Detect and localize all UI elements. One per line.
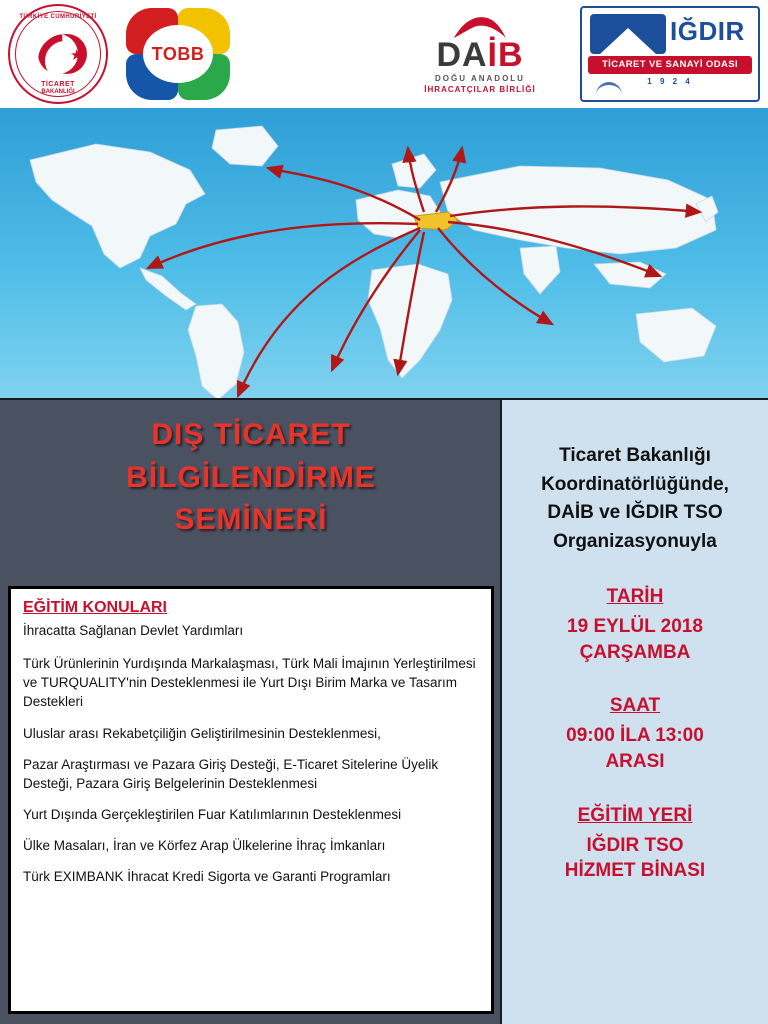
venue-value-line-1: IĞDIR TSO (586, 834, 684, 856)
organization-line-2: Koordinatörlüğünde, (541, 473, 729, 495)
daib-word-part1: DA (436, 36, 488, 74)
venue-group (502, 805, 768, 884)
igdir-tso-logo (580, 6, 760, 102)
ticaret-bakanligi-seal-logo (8, 4, 108, 104)
seal-top-text: TÜRKİYE CUMHURİYETİ (19, 14, 97, 20)
venue-label: EĞİTİM YERİ (577, 804, 693, 826)
topic-item: Uluslar arası Rekabetçiliğin Geliştirilmesinin Desteklenmesi, (23, 725, 381, 741)
training-topics-heading: EĞİTİM KONULARI (23, 599, 167, 616)
right-info-panel (502, 398, 768, 1024)
training-topics-box (8, 586, 494, 1014)
topic-item: Türk EXIMBANK İhracat Kredi Sigorta ve Garanti Programları (23, 869, 391, 885)
title-line-2: BİLGİLENDİRME (126, 460, 376, 494)
poster-title (0, 414, 502, 542)
topic-item: İhracatta Sağlanan Devlet Yardımları (23, 623, 244, 638)
time-label: SAAT (609, 695, 661, 717)
world-map-banner (0, 108, 768, 398)
daib-word-part2: İB (487, 36, 524, 74)
date-label: TARİH (606, 586, 664, 607)
seal-bottom-text: TİCARET (41, 81, 75, 88)
topic-item: Ülke Masaları, İran ve Körfez Arap Ülkelerine İhraç İmkanları (23, 838, 386, 854)
time-value-line-2: ARASI (605, 750, 665, 772)
seal-bottom-text-2: BAKANLIĞI (41, 89, 75, 95)
organization-line-4: Organizasyonuyla (553, 530, 717, 552)
world-map-graphic (0, 108, 768, 398)
venue-value-line-2: HİZMET BİNASI (564, 860, 706, 882)
tobb-logo (120, 6, 236, 102)
organization-line-1: Ticaret Bakanlığı (559, 445, 711, 466)
title-line-1: DIŞ TİCARET (151, 418, 351, 451)
star-icon: ★ (70, 47, 84, 64)
time-group (502, 695, 768, 774)
logo-strip (0, 0, 768, 108)
continents (30, 126, 718, 398)
left-panel (0, 398, 502, 1024)
date-value-line-1: 19 EYLÜL 2018 (567, 616, 703, 637)
mountain-icon (590, 14, 666, 54)
organization-line-3: DAİB ve IĞDIR TSO (547, 502, 723, 523)
daib-wordmark (395, 36, 565, 75)
tobb-label: TOBB (151, 44, 205, 64)
topic-item: Yurt Dışında Gerçekleştirilen Fuar Katılımlarının Desteklenmesi (23, 807, 402, 823)
igdir-name: IĞDIR (670, 16, 745, 46)
date-value-line-2: ÇARŞAMBA (579, 641, 691, 663)
topic-item: Türk Ürünlerinin Yurdışında Markalaşması, Türk Mali İmajının Yerleştirilmesi ve TURQUALITY'nin Desteklenmesi ile Yurt Dışı Birim Marka ve Tasarım Destekleri (23, 656, 476, 710)
topic-item: Pazar Araştırması ve Pazara Giriş Desteği, E-Ticaret Sitelerine Üyelik Desteği, Pazara Giriş Belgelerinin Desteklenmesi (23, 756, 439, 791)
igdir-year: 1 9 2 4 (647, 77, 693, 86)
igdir-band-text: TİCARET VE SANAYİ ODASI (588, 56, 752, 74)
daib-subtitle-1: DOĞU ANADOLU (435, 74, 525, 83)
time-value-line-1: 09:00 İLA 13:00 (566, 725, 704, 747)
daib-logo (395, 12, 565, 100)
daib-subtitle-2: İHRACATÇILAR BİRLİĞİ (424, 85, 536, 94)
date-group (502, 586, 768, 665)
title-line-3: SEMİNERİ (174, 503, 328, 537)
